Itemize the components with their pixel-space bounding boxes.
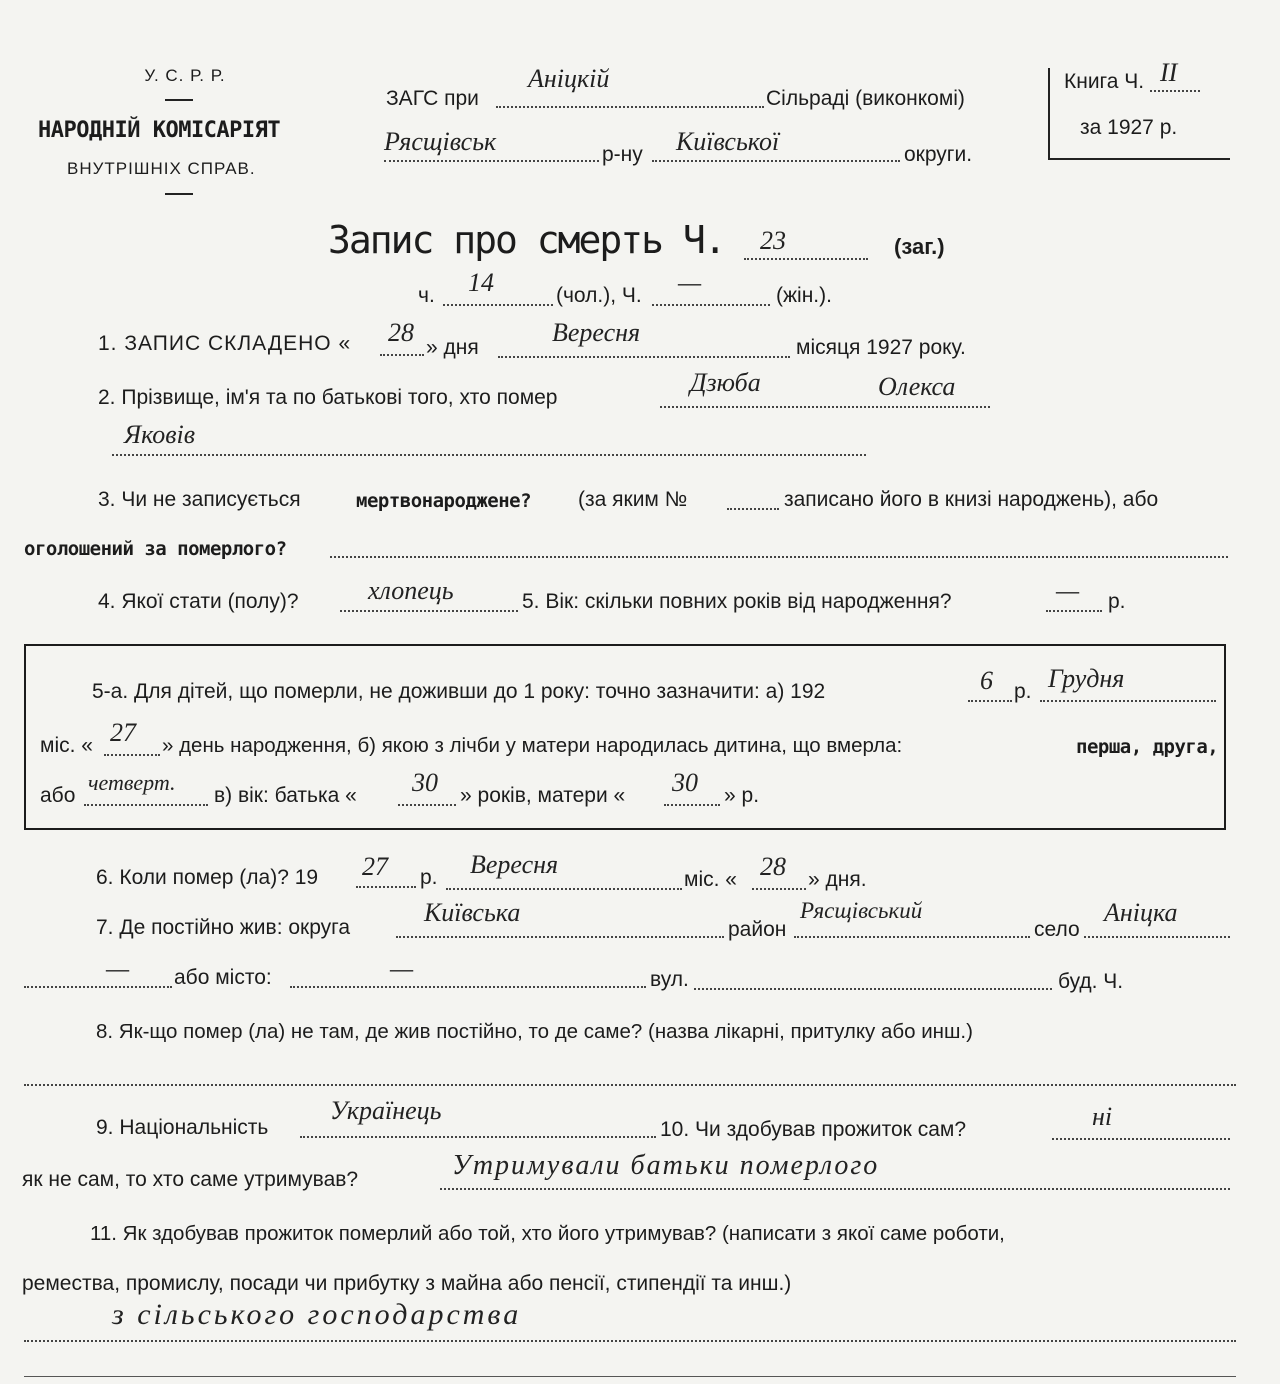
field6-day: 28 bbox=[760, 852, 786, 881]
field3-declared-dead: оголошений за померлого? bbox=[24, 538, 287, 560]
header-dash-1 bbox=[165, 99, 193, 101]
zags-handwritten: Аніцкій bbox=[528, 64, 610, 93]
book-box-bottom bbox=[1048, 158, 1230, 160]
field5a-r: р. bbox=[1014, 680, 1032, 703]
field5a-day: 27 bbox=[110, 718, 136, 747]
field9-label: 9. Національність bbox=[96, 1116, 269, 1139]
field5a-mis: міс. « bbox=[40, 734, 93, 757]
field9-fill bbox=[300, 1136, 656, 1138]
field5a-line3a: в) вік: батька « bbox=[214, 784, 357, 807]
book-number-fill bbox=[1150, 90, 1200, 92]
field5-label: 5. Вік: скільки повних років від народження? bbox=[522, 590, 952, 613]
field10-value: ні bbox=[1092, 1102, 1113, 1131]
field1-mid: » дня bbox=[426, 336, 479, 359]
zags-suffix: Сільраді (виконкомі) bbox=[766, 87, 965, 110]
field8-label: 8. Як-що помер (ла) не там, де жив постійно, то де саме? (назва лікарні, притулку або инш.) bbox=[96, 1020, 973, 1043]
female-label: (жін.). bbox=[776, 284, 832, 307]
field2-fill-2 bbox=[112, 454, 866, 456]
field3-label-a: 3. Чи не записується bbox=[98, 488, 301, 511]
book-number: II bbox=[1160, 58, 1178, 87]
field4-fill bbox=[340, 610, 518, 612]
field5-end: р. bbox=[1108, 590, 1126, 613]
zags-prefix: ЗАГС при bbox=[386, 87, 479, 110]
field2-patronymic: Яковів bbox=[124, 420, 196, 449]
field7-misto-label: або місто: bbox=[174, 966, 272, 989]
field1-day-fill bbox=[380, 354, 424, 356]
field11-line1: 11. Як здобував прожиток померлий або той, хто його утримував? (написати з якої саме роботи, bbox=[90, 1222, 1005, 1245]
ministry-label: НАРОДНІЙ КОМІСАРІЯТ bbox=[38, 118, 281, 143]
field7-selo: Аніцка bbox=[1104, 898, 1178, 927]
field2-fill bbox=[660, 406, 990, 408]
field11-value: з сільського господарства bbox=[112, 1298, 522, 1331]
department-label: ВНУТРІШНІХ СПРАВ. bbox=[67, 159, 256, 178]
district-fill bbox=[384, 160, 599, 162]
record-number: 23 bbox=[760, 226, 786, 255]
field6-r: р. bbox=[420, 866, 438, 889]
field5a-father: 30 bbox=[412, 768, 438, 797]
field5a-month-fill bbox=[1040, 700, 1216, 702]
field5a-line2: » день народження, б) якою з лічби у матери народилась дитина, що вмерла: bbox=[162, 734, 903, 757]
male-number-fill bbox=[443, 304, 553, 306]
field10b-value: Утримували батьки померлого bbox=[452, 1150, 880, 1181]
field7-dash2: — bbox=[390, 954, 414, 983]
field2-name: Олекса bbox=[878, 372, 956, 401]
field5a-year: 6 bbox=[980, 666, 993, 695]
region-fill bbox=[652, 160, 900, 162]
field7-selo-fill bbox=[1084, 936, 1230, 938]
field5a-mother-fill bbox=[664, 804, 720, 806]
male-number: 14 bbox=[468, 268, 494, 297]
field7-okruha-fill bbox=[396, 936, 724, 938]
field7-misto-fill bbox=[290, 986, 646, 988]
field3-stillborn: мертвонароджене? bbox=[356, 490, 532, 512]
region-label: округи. bbox=[904, 143, 973, 166]
female-number: — bbox=[678, 268, 702, 297]
field1-month-fill bbox=[498, 356, 790, 358]
field5-fill bbox=[1046, 610, 1102, 612]
header-dash-2 bbox=[165, 193, 193, 195]
field11-line2: ремества, промислу, посади чи прибутку з майна або пенсії, стипендії та инш.) bbox=[22, 1272, 792, 1295]
field3-label-b: (за яким № bbox=[578, 488, 688, 511]
field6-mis: міс. « bbox=[684, 868, 737, 891]
field5a-line1: 5-а. Для дітей, що померли, не доживши до 1 року: точно зазначити: а) 192 bbox=[92, 680, 826, 703]
field7-bud-label: буд. Ч. bbox=[1058, 970, 1124, 993]
field9-value: Українець bbox=[330, 1096, 442, 1125]
field6-day-fill bbox=[752, 888, 806, 890]
field7-selo-label: село bbox=[1034, 918, 1080, 941]
field1-month: Вересня bbox=[552, 318, 641, 347]
field7-okruha: Київська bbox=[424, 898, 521, 927]
field11-fill bbox=[24, 1340, 1236, 1342]
field3-label-c: записано його в книзі народжень), або bbox=[784, 488, 1159, 511]
field2-surname: Дзюба bbox=[690, 368, 761, 397]
field6-year-fill bbox=[356, 886, 416, 888]
field7-raion: Рясщівський bbox=[800, 898, 923, 923]
field10-label: 10. Чи здобував прожиток сам? bbox=[660, 1118, 966, 1141]
zags-fill bbox=[496, 106, 764, 108]
field5a-day-fill bbox=[104, 754, 160, 756]
field6-end: » дня. bbox=[808, 868, 867, 891]
female-number-fill bbox=[652, 304, 770, 306]
book-year: за 1927 р. bbox=[1080, 116, 1178, 139]
field5a-order-fill bbox=[84, 804, 208, 806]
field6-year: 27 bbox=[362, 852, 388, 881]
field7-dash1: — bbox=[106, 954, 130, 983]
field7-raion-fill bbox=[794, 936, 1030, 938]
field5-value: — bbox=[1056, 576, 1080, 605]
field5a-year-fill bbox=[968, 700, 1012, 702]
record-title: Запис про смерть Ч. bbox=[328, 218, 725, 262]
field4-value: хлопець bbox=[368, 576, 454, 605]
ussr-label: У. С. Р. Р. bbox=[144, 66, 226, 85]
district-handwritten: Рясщівськ bbox=[384, 127, 497, 156]
field1-end: місяця 1927 року. bbox=[796, 336, 966, 359]
book-label: Книга Ч. bbox=[1064, 70, 1145, 93]
region-handwritten: Київської bbox=[676, 127, 780, 156]
field7-vul-fill bbox=[694, 988, 1052, 990]
field7-raion-label: район bbox=[728, 918, 787, 941]
field7-vul-label: вул. bbox=[650, 968, 689, 991]
field5a-line3c: » р. bbox=[724, 784, 760, 807]
field5a-abo: або bbox=[40, 784, 76, 807]
field3-number-fill bbox=[727, 508, 779, 510]
field2-label: 2. Прізвище, ім'я та по батькові того, хто помер bbox=[98, 386, 558, 409]
field5a-birth-order: перша, друга, bbox=[1076, 736, 1219, 758]
field5a-father-fill bbox=[398, 804, 456, 806]
field6-month-fill bbox=[446, 888, 682, 890]
field5a-month: Грудня bbox=[1048, 664, 1125, 693]
field5a-mother: 30 bbox=[672, 768, 698, 797]
field5a-line3b: » років, матери « bbox=[460, 784, 626, 807]
field1-label: 1. ЗАПИС СКЛАДЕНО « bbox=[98, 332, 352, 355]
male-label: (чол.), Ч. bbox=[556, 284, 642, 307]
total-label: (заг.) bbox=[894, 234, 945, 259]
field10-fill bbox=[1052, 1138, 1230, 1140]
field1-day: 28 bbox=[388, 318, 414, 347]
book-box-left bbox=[1048, 68, 1050, 160]
field4-label: 4. Якої стати (полу)? bbox=[98, 590, 299, 613]
field5a-order: четверт. bbox=[88, 770, 176, 795]
field10b-label: як не сам, то хто саме утримував? bbox=[22, 1168, 359, 1191]
field10b-fill bbox=[440, 1188, 1230, 1190]
district-label: р-ну bbox=[602, 143, 643, 166]
field3-fill bbox=[330, 556, 1228, 558]
field7-label: 7. Де постійно жив: округа bbox=[96, 916, 351, 939]
field6-month: Вересня bbox=[470, 850, 559, 879]
bottom-rule bbox=[24, 1376, 1236, 1377]
record-number-fill bbox=[744, 258, 868, 260]
male-ch-label: ч. bbox=[418, 284, 435, 307]
field8-fill bbox=[24, 1084, 1236, 1086]
field6-label: 6. Коли помер (ла)? 19 bbox=[96, 866, 319, 889]
field7-line2-fill-a bbox=[24, 986, 172, 988]
